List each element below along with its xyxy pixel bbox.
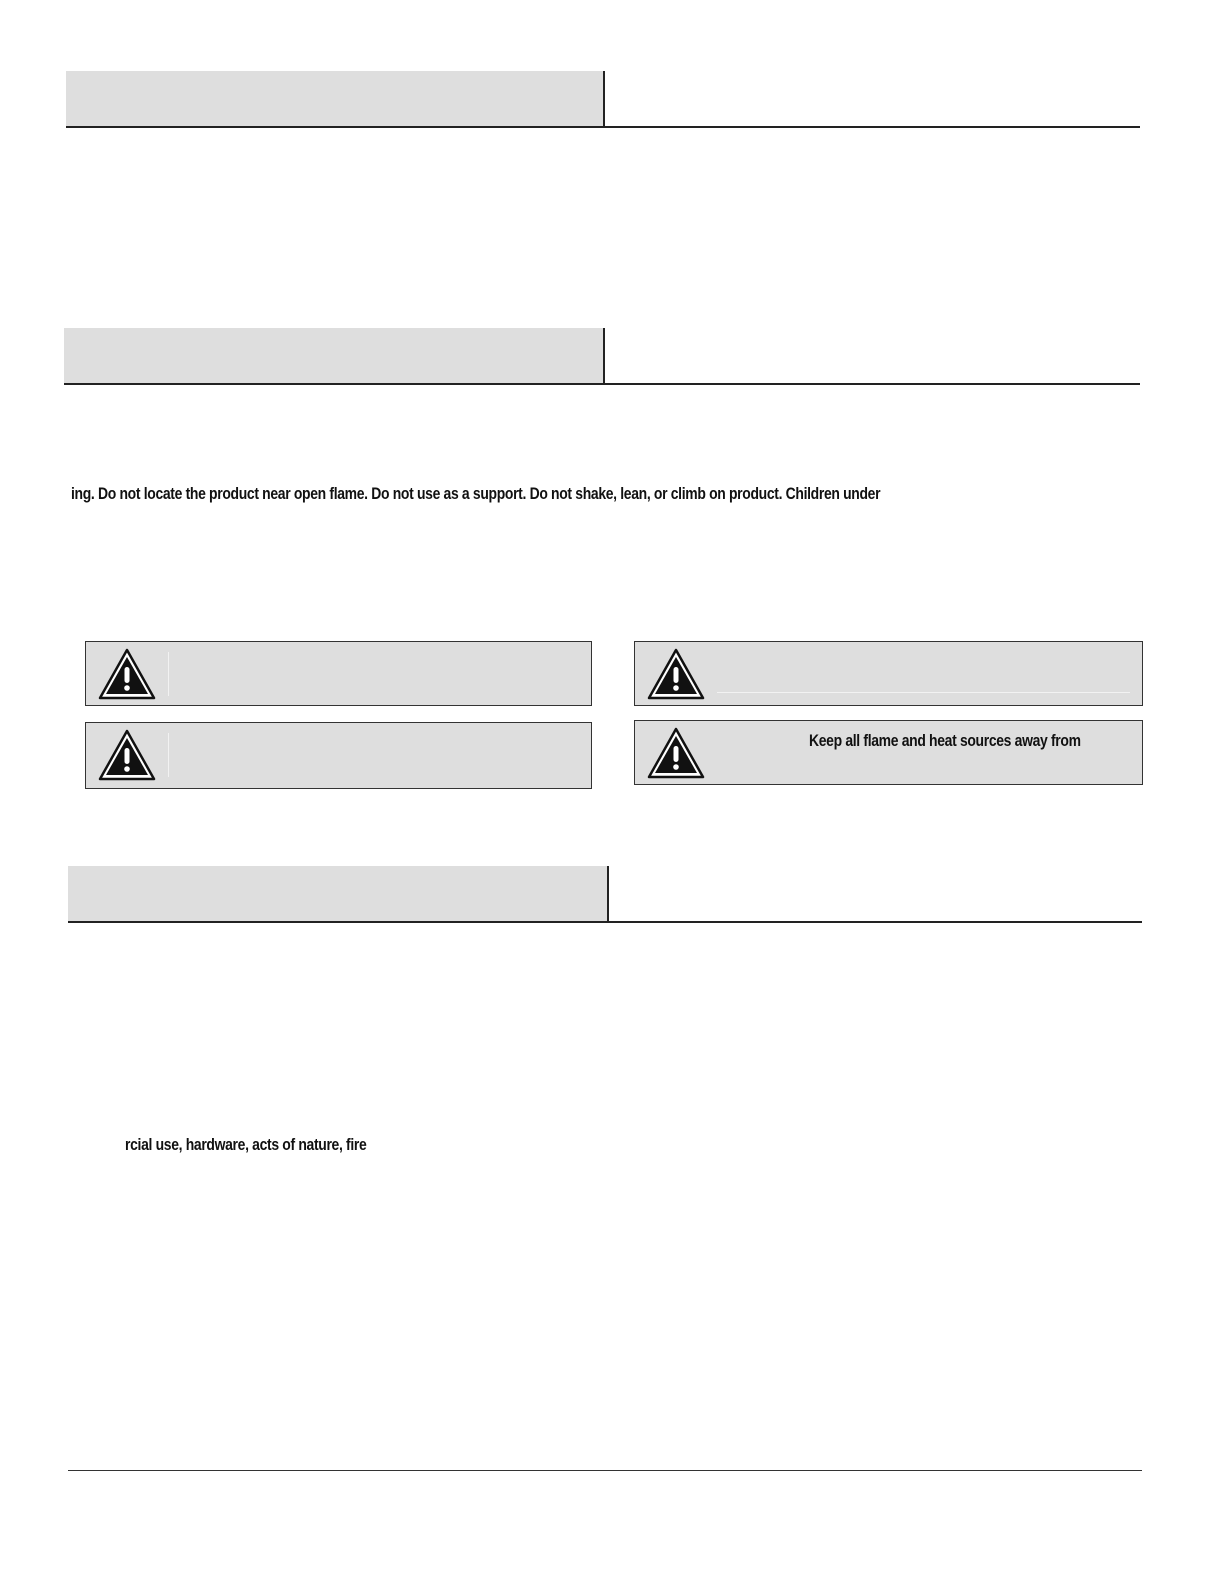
section-header-3-tab: [68, 866, 609, 921]
warning-triangle-icon: [98, 729, 156, 781]
warning-triangle-icon: [98, 648, 156, 700]
warning-box-2: [85, 722, 592, 789]
warning-box-3: [634, 641, 1143, 706]
warning-triangle-icon: [647, 648, 705, 700]
warning-box-1: [85, 641, 592, 706]
safety-text-line: ing. Do not locate the product near open flame. Do not use as a support. Do not shake, lean, or climb on product. Children under: [71, 484, 881, 503]
warning-box-3-rule: [717, 692, 1130, 693]
warning-box-2-divider: [168, 733, 169, 777]
warning-box-1-divider: [168, 652, 169, 696]
section-header-2-tab: [64, 328, 605, 383]
section-header-1-tab: [66, 71, 605, 126]
warning-triangle-icon: [647, 727, 705, 779]
warranty-text-fragment: rcial use, hardware, acts of nature, fire: [125, 1135, 367, 1154]
section-header-2: [64, 328, 1140, 385]
section-header-1: [66, 71, 1140, 128]
section-header-3: [68, 866, 1142, 923]
footer-rule: [68, 1470, 1142, 1471]
warning-box-4-text: Keep all flame and heat sources away from: [809, 731, 1081, 750]
warning-box-4: [634, 720, 1143, 785]
